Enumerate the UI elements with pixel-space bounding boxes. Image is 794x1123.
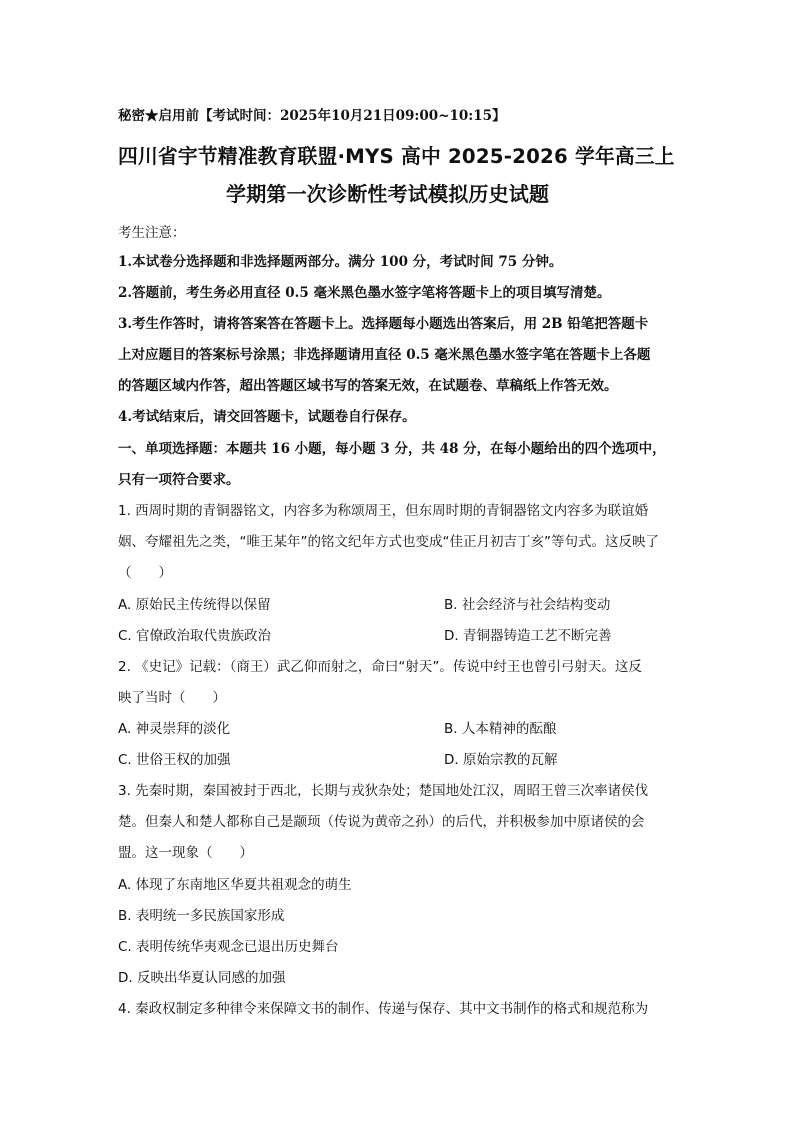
question-1-option-d[interactable]: D. 青铜器铸造工艺不断完善 [444,628,612,644]
notice-heading: 考生注意： [118,225,186,241]
exam-title-line-1: 四川省宇节精准教育联盟·MYS 高中 2025-2026 学年高三上 [118,145,675,168]
question-1-option-b[interactable]: B. 社会经济与社会结构变动 [444,597,611,613]
question-1-option-c[interactable]: C. 官僚政治取代贵族政治 [118,628,272,644]
notice-item: 2.答题前，考生务必用直径 0.5 毫米黑色墨水签字笔将答题卡上的项目填写清楚。 [118,285,611,301]
notice-item: 上对应题目的答案标号涂黑；非选择题请用直径 0.5 毫米黑色墨水签字笔在答题卡上各题 [118,347,651,363]
question-3-option-a[interactable]: A. 体现了东南地区华夏共祖观念的萌生 [118,877,352,893]
question-3-text: 盟。这一现象（ ） [118,845,253,861]
question-4-text: 4. 秦政权制定多种律令来保障文书的制作、传递与保存、其中文书制作的格式和规范称为 [118,1001,649,1017]
question-3-option-b[interactable]: B. 表明统一多民族国家形成 [118,908,285,924]
notice-item: 1.本试卷分选择题和非选择题两部分。满分 100 分，考试时间 75 分钟。 [118,254,563,270]
question-2-text: 2. 《史记》记载：（商王）武乙仰而射之，命曰“射天”。传说中纣王也曾引弓射天。这反 [118,659,642,675]
question-2-option-c[interactable]: C. 世俗王权的加强 [118,752,231,768]
question-2-text: 映了当时（ ） [118,690,226,706]
question-2-option-a[interactable]: A. 神灵崇拜的淡化 [118,721,231,737]
section-heading-cont: 只有一项符合要求。 [118,472,240,488]
confidential-header: 秘密★启用前【考试时间：2025年10月21日09:00~10:15】 [118,108,506,124]
section-heading: 一、单项选择题：本题共 16 小题，每小题 3 分，共 48 分，在每小题给出的四个选项中， [118,441,666,457]
question-1-text: 1. 西周时期的青铜器铭文，内容多为称颂周王，但东周时期的青铜器铭文内容多为联谊婚 [118,503,649,519]
question-3-text: 3. 先秦时期，秦国被封于西北，长期与戎狄杂处；楚国地处江汉，周昭王曾三次率诸侯伐 [118,783,649,799]
question-3-option-d[interactable]: D. 反映出华夏认同感的加强 [118,970,286,986]
question-2-option-d[interactable]: D. 原始宗教的瓦解 [444,752,558,768]
notice-item: 3.考生作答时，请将答案答在答题卡上。选择题每小题选出答案后，用 2B 铅笔把答题卡 [118,316,649,332]
exam-title-line-2: 学期第一次诊断性考试模拟历史试题 [226,182,550,206]
notice-item: 的答题区域内作答，超出答题区域书写的答案无效，在试题卷、草稿纸上作答无效。 [118,378,618,394]
question-3-text: 楚。但秦人和楚人都称自己是颛顼（传说为黄帝之孙）的后代，并积极参加中原诸侯的会 [118,814,645,830]
question-3-option-c[interactable]: C. 表明传统华夷观念已退出历史舞台 [118,939,339,955]
question-1-option-a[interactable]: A. 原始民主传统得以保留 [118,597,271,613]
question-2-option-b[interactable]: B. 人本精神的酝酿 [444,721,557,737]
question-1-text: 姻、夸耀祖先之类，“唯王某年”的铭文纪年方式也变成“佳正月初吉丁亥”等句式。这反映了 [118,534,659,550]
notice-item: 4.考试结束后，请交回答题卡，试题卷自行保存。 [118,409,416,425]
question-1-text: （ ） [118,565,172,581]
